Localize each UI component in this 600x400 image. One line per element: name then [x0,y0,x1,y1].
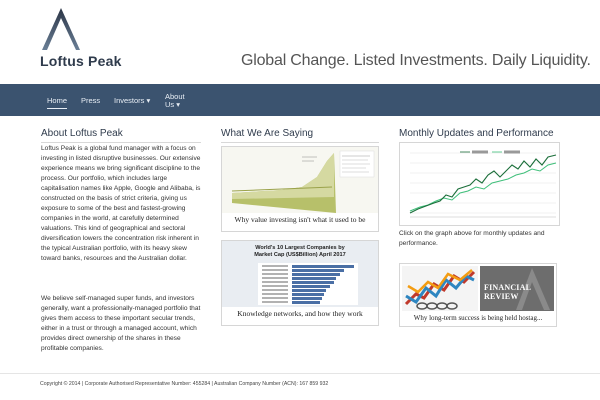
financial-review-banner [480,266,554,311]
nav-investors[interactable]: Investors ▾ [114,96,151,105]
nav-press[interactable]: Press [81,96,101,105]
chain-arrows-image [402,266,478,311]
about-paragraph-1: Loftus Peak is a global fund manager with a focus on investing in listed disruptive businesses. Our extensive experience means we bring significant discipline to the process. Our portfolio, which includes large capitalisation names like Apple, Google and Alibaba, is constructed on the basis of strict criteria, giving us exposure to some of the best and fastest-growing companies in the world, at carefully determined valuations. This kind of geographical and sectoral diversification lowers the concentration risk inherent in the typical Australian portfolio, with its heavy skew toward banks, resources and the Australian dollar. [41,145,201,262]
financial-review-text: FINANCIAL REVIEW [484,283,531,301]
chart-title-block [222,245,378,259]
article-caption[interactable]: Knowledge networks, and how they work [237,309,363,318]
value-investing-chart-image [222,147,378,213]
nav-about-line1: About [165,92,185,101]
about-paragraph-2: We believe self-managed super funds, and investors generally, want a professionally-managed portfolio that gives them access to these important secular trends, either in a trust or through a managed account, which provides direct ownership of the shares in these profitable companies. [41,295,201,352]
performance-graph[interactable] [399,142,560,226]
site-header [0,0,600,84]
footer-text: Copyright © 2014 | Corporate Authorised Representative Number: 455284 | Australian Company Number (ACN): 167 859 932 [40,381,329,387]
about-title: About Loftus Peak [41,128,201,143]
article-card-knowledge-networks[interactable] [221,240,379,326]
footer-divider [0,373,600,374]
performance-line-chart [400,143,559,225]
article-caption[interactable]: Why value investing isn't what it used to be [234,215,366,224]
monthly-title: Monthly Updates and Performance [399,128,559,143]
article-card-value-investing[interactable] [221,146,379,232]
chart-title-line1: World's 10 Largest Companies by [255,245,345,251]
saying-title: What We Are Saying [221,128,379,143]
nav-about-us[interactable] [165,93,185,109]
nav-about-line2: Us ▾ [165,100,181,109]
article-card-long-term-success[interactable] [399,263,557,327]
tagline: Global Change. Listed Investments. Daily Liquidity. [241,52,591,69]
nav-home[interactable]: Home [47,97,67,109]
logo-text[interactable]: Loftus Peak [40,53,122,69]
article-caption[interactable]: Why long-term success is being held hostag... [413,314,543,322]
chart-title-line2: Market Cap (US$Billion) April 2017 [254,252,346,258]
graph-note: Click on the graph above for monthly updates and performance. [399,230,545,247]
main-nav [0,84,600,116]
